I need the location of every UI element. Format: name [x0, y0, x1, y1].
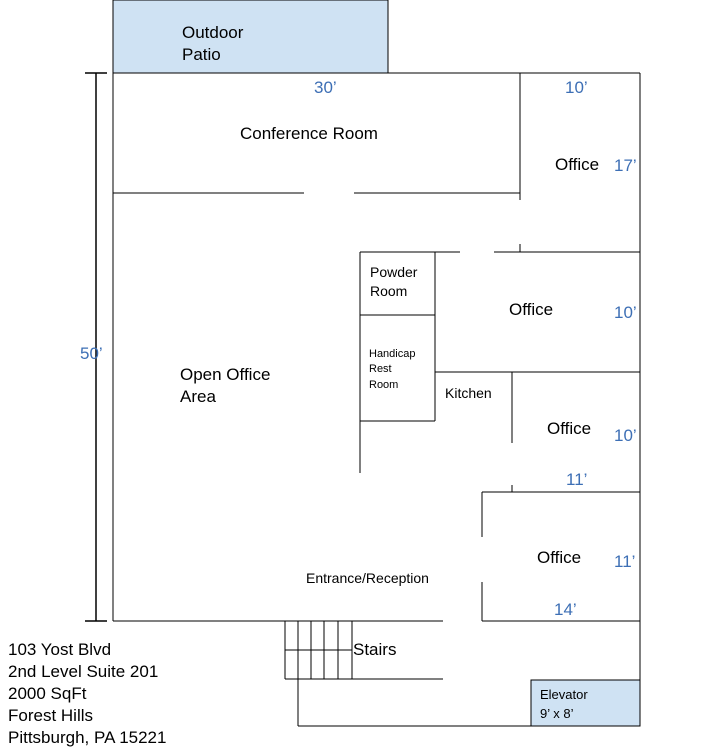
dim-overall-height: 50’: [80, 344, 103, 363]
dim-office-bottom-width: 14’: [554, 600, 577, 619]
elevator-label: Elevator 9’ x 8’: [540, 687, 588, 721]
outdoor-patio-area: [113, 0, 388, 73]
open-office-area-label: Open Office Area: [180, 365, 271, 406]
stairs-label: Stairs: [353, 640, 397, 659]
address-block: 103 Yost Blvd 2nd Level Suite 201 2000 SqFt Forest Hills Pittsburgh, PA 15221: [8, 640, 167, 747]
dim-office-lower-depth: 10’: [614, 426, 637, 445]
kitchen-label: Kitchen: [445, 385, 492, 401]
office-bottom-label: Office: [537, 548, 582, 567]
dim-office-top-depth: 17’: [614, 156, 637, 175]
office-middle-label: Office: [509, 300, 554, 319]
handicap-rest-room-label: Handicap Rest Room: [369, 348, 416, 391]
dim-office-bottom-side: 11’: [614, 552, 636, 571]
outdoor-patio-label: Outdoor Patio: [182, 23, 244, 64]
dim-office-middle-depth: 10’: [614, 303, 637, 322]
dim-conference-width: 30’: [314, 78, 337, 97]
powder-room-label: Powder Room: [370, 264, 418, 299]
stairs-symbol: [285, 621, 352, 679]
dim-office-top-width: 10’: [565, 78, 588, 97]
office-top-right-label: Office: [555, 155, 600, 174]
conference-room-label: Conference Room: [240, 124, 378, 143]
office-lower-label: Office: [547, 419, 592, 438]
dim-office-bottom-top: 11’: [566, 470, 588, 489]
entrance-reception-label: Entrance/Reception: [306, 570, 429, 586]
